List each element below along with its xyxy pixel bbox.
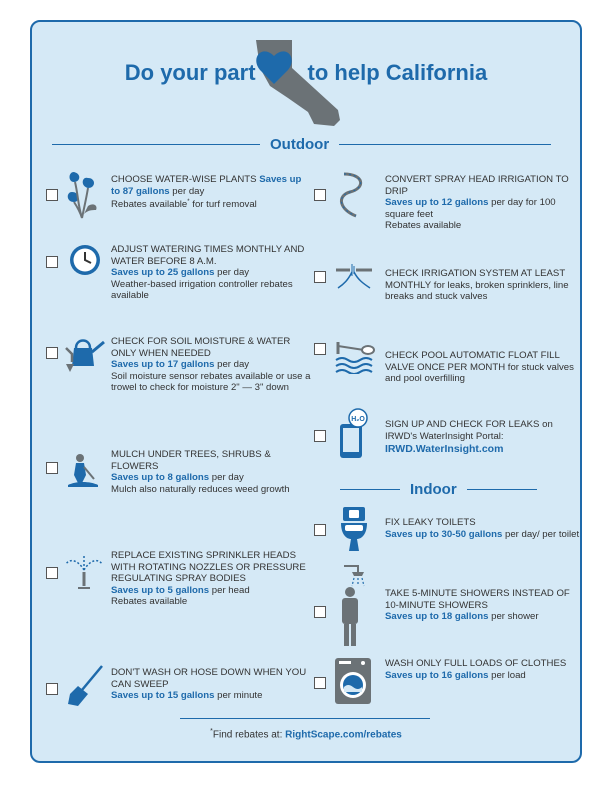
item-adjust-watering (111, 244, 311, 302)
item-pool-float (385, 350, 581, 385)
item-heading: MULCH UNDER TREES, SHRUBS & FLOWERS (111, 449, 271, 472)
item-savings-rest: per head (209, 584, 250, 596)
clock-icon (69, 244, 101, 276)
item-heading: FIX LEAKY TOILETS (385, 517, 476, 528)
checkbox-sweep[interactable] (46, 683, 58, 695)
item-water-wise-plants (111, 174, 311, 211)
divider (340, 489, 400, 490)
footer-divider (180, 718, 430, 719)
item-sweep (111, 667, 311, 702)
toilet-icon (339, 505, 369, 553)
item-check-irrigation (385, 268, 581, 303)
item-detail: Rebates available (385, 220, 462, 232)
page-title (0, 60, 612, 86)
broken-pipe-icon (334, 262, 374, 292)
checkbox-check-irrigation[interactable] (314, 271, 326, 283)
item-heading: REPLACE EXISTING SPRINKLER HEADS WITH ROTATING NOZZLES OR PRESSURE REGULATING SPRAY BODIES (111, 550, 306, 585)
item-waterinsight (385, 419, 581, 456)
item-savings: Saves up to 16 gallons (385, 669, 489, 681)
item-heading-rest: for leaks, broken sprinklers, line breaks and stuck valves (385, 279, 569, 303)
item-sprinkler (111, 550, 311, 608)
item-full-loads (385, 658, 581, 681)
item-savings-rest: per minute (214, 690, 263, 702)
item-savings: Saves up to 30-50 gallons (385, 528, 503, 540)
item-detail: Rebates available (111, 199, 188, 211)
broom-icon (66, 664, 106, 708)
title-right: to help California (307, 60, 488, 85)
checkbox-short-showers[interactable] (314, 606, 326, 618)
title-left: Do your part (124, 60, 256, 85)
item-savings: Saves up to 15 gallons (111, 690, 215, 702)
footer-text: Find rebates at: (212, 729, 286, 741)
item-leaky-toilet (385, 517, 581, 540)
item-savings-rest: per day (209, 472, 244, 484)
washing-machine-icon (333, 656, 373, 706)
item-heading-rest: for stuck valves and pool overfilling (385, 361, 574, 385)
gardener-mulch-icon (66, 453, 100, 489)
checkbox-leaky-toilet[interactable] (314, 524, 326, 536)
rebates-link[interactable]: RightScape.com/rebates (285, 729, 402, 741)
item-heading: SIGN UP AND CHECK FOR LEAKS (385, 419, 540, 430)
item-savings: Saves up to 87 gallons (111, 174, 302, 197)
item-savings-rest: per day/ per toilet (502, 528, 580, 540)
item-savings: Saves up to 18 gallons (385, 611, 489, 623)
item-savings: Saves up to 17 gallons (111, 359, 215, 371)
item-savings: Saves up to 12 gallons (385, 197, 489, 209)
item-heading: CHECK POOL AUTOMATIC FLOAT FILL VALVE ONCE PER MONTH (385, 350, 560, 373)
item-heading: DON'T WASH OR HOSE DOWN WHEN YOU CAN SWEEP (111, 667, 307, 690)
poppy-flower-icon (66, 170, 100, 220)
item-savings-rest: per load (488, 669, 526, 681)
checkbox-full-loads[interactable] (314, 677, 326, 689)
item-soil-moisture (111, 336, 311, 394)
item-detail: Rebates available (111, 596, 188, 608)
checkbox-pool-float[interactable] (314, 343, 326, 355)
drip-line-icon (334, 170, 374, 222)
checkbox-waterinsight[interactable] (314, 430, 326, 442)
item-savings-rest: per day (214, 359, 250, 371)
item-heading-rest: on IRWD's WaterInsight Portal: (385, 419, 553, 442)
item-drip-irrigation (385, 174, 581, 232)
checkbox-water-wise-plants[interactable] (46, 189, 58, 201)
divider (467, 489, 537, 490)
item-savings: Saves up to 25 gallons (111, 267, 215, 279)
item-savings: Saves up to 8 gallons (111, 472, 210, 484)
outdoor-heading: Outdoor (270, 136, 330, 153)
footnote-marker: * (187, 199, 190, 206)
indoor-section-header (340, 481, 537, 498)
item-mulch (111, 449, 311, 495)
divider (52, 144, 260, 145)
item-savings-rest: per day (214, 267, 250, 279)
item-heading: CHECK IRRIGATION SYSTEM AT LEAST MONTHLY (385, 268, 566, 291)
footer (0, 728, 612, 740)
item-savings-rest: per shower (488, 611, 539, 623)
footnote-marker: * (210, 728, 213, 735)
item-detail: Soil moisture sensor rebates available or use a trowel to check for moisture 2" — 3" down (111, 370, 311, 394)
item-heading: ADJUST WATERING TIMES MONTHLY AND WATER BEFORE 8 A.M. (111, 244, 305, 267)
item-heading: WASH ONLY FULL LOADS OF CLOTHES (385, 658, 567, 669)
svg-text:H₂O: H₂O (351, 416, 365, 423)
sprinkler-icon (64, 550, 104, 590)
pool-float-icon (334, 340, 376, 374)
watering-can-icon (64, 336, 106, 372)
item-short-showers (385, 588, 581, 623)
checkbox-drip-irrigation[interactable] (314, 189, 326, 201)
outdoor-section-header (52, 136, 551, 153)
item-savings-rest: per day (169, 185, 205, 197)
shower-icon (336, 564, 370, 648)
divider (339, 144, 551, 145)
item-heading: CHECK FOR SOIL MOISTURE & WATER ONLY WHEN NEEDED (111, 336, 291, 359)
item-detail: Weather-based irrigation controller rebates available (111, 278, 293, 302)
item-heading: TAKE 5-MINUTE SHOWERS INSTEAD OF 10-MINUTE SHOWERS (385, 588, 570, 611)
item-heading: CHOOSE WATER-WISE PLANTS (111, 174, 257, 185)
checkbox-adjust-watering[interactable] (46, 256, 58, 268)
item-savings: Saves up to 5 gallons (111, 584, 210, 596)
item-savings-rest: per day for 100 square feet (385, 197, 556, 220)
indoor-heading: Indoor (410, 481, 457, 498)
checkbox-soil-moisture[interactable] (46, 347, 58, 359)
item-detail: Mulch also naturally reduces weed growth (111, 483, 290, 495)
checkbox-sprinkler[interactable] (46, 567, 58, 579)
checkbox-mulch[interactable] (46, 462, 58, 474)
item-heading: CONVERT SPRAY HEAD IRRIGATION TO DRIP (385, 174, 569, 197)
phone-h2o-icon (334, 408, 374, 458)
waterinsight-link[interactable]: IRWD.WaterInsight.com (385, 443, 504, 456)
item-detail-rest: for turf removal (189, 199, 257, 211)
